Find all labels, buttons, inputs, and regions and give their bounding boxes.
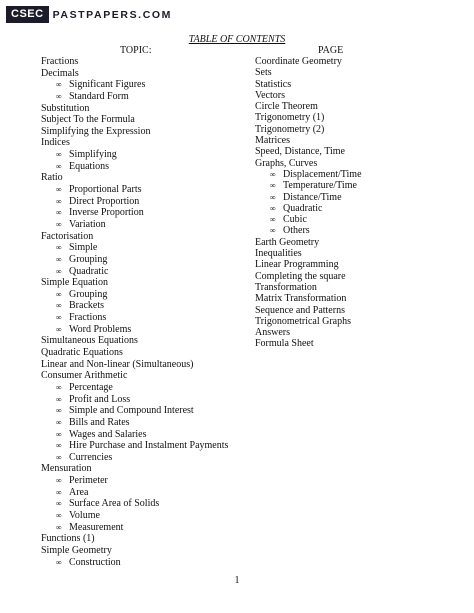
toc-item-label: Trigonometrical Graphs [255, 315, 352, 327]
infinity-bullet-icon: ∞ [56, 452, 62, 462]
toc-left-column [41, 56, 228, 568]
toc-item-label: Indices [41, 137, 70, 149]
infinity-bullet-icon: ∞ [56, 289, 62, 299]
toc-item-label: Significant Figures [69, 79, 146, 91]
infinity-bullet-icon: ∞ [56, 208, 62, 218]
toc-topic [41, 359, 228, 371]
toc-topic [41, 347, 228, 359]
toc-subtopic [41, 266, 228, 278]
page-column-header: PAGE [318, 45, 344, 56]
toc-subtopic [41, 557, 228, 569]
toc-right-column [255, 56, 362, 350]
toc-item-label: Simple and Compound Interest [69, 405, 194, 417]
toc-item-label: Factorisation [41, 230, 94, 242]
toc-subtopic [41, 522, 228, 534]
infinity-bullet-icon: ∞ [56, 161, 62, 171]
toc-subtopic [41, 394, 228, 406]
infinity-bullet-icon: ∞ [270, 169, 276, 179]
toc-topic [41, 370, 228, 382]
toc-item-label: Simplifying [69, 149, 117, 161]
toc-topic [255, 90, 362, 101]
toc-topic [255, 158, 362, 169]
toc-item-label: Simultaneous Equations [41, 335, 138, 347]
infinity-bullet-icon: ∞ [56, 557, 62, 567]
page-number: 1 [234, 575, 240, 586]
toc-item-label: Quadratic Equations [41, 347, 123, 359]
toc-topic [255, 124, 362, 135]
toc-topic [41, 545, 228, 557]
infinity-bullet-icon: ∞ [270, 181, 276, 191]
infinity-bullet-icon: ∞ [56, 91, 62, 101]
toc-item-label: Variation [69, 218, 106, 230]
toc-topic [41, 137, 228, 149]
toc-item-label: Others [283, 225, 310, 237]
toc-topic [255, 259, 362, 270]
toc-item-label: Area [69, 486, 89, 498]
infinity-bullet-icon: ∞ [56, 382, 62, 392]
toc-topic [41, 114, 228, 126]
toc-item-label: Displacement/Time [283, 168, 362, 180]
toc-item-label: Surface Area of Solids [69, 498, 160, 510]
toc-subtopic [255, 169, 362, 180]
toc-subtopic [255, 225, 362, 236]
toc-topic [255, 248, 362, 259]
toc-item-label: Matrix Transformation [255, 293, 347, 305]
toc-item-label: Fractions [41, 56, 79, 67]
toc-item-label: Sets [255, 67, 272, 79]
toc-subtopic [255, 203, 362, 214]
toc-topic [41, 68, 228, 80]
infinity-bullet-icon: ∞ [56, 219, 62, 229]
toc-topic [41, 533, 228, 545]
toc-topic [255, 316, 362, 327]
infinity-bullet-icon: ∞ [56, 522, 62, 532]
toc-subtopic [41, 79, 228, 91]
toc-item-label: Fractions [69, 312, 107, 324]
infinity-bullet-icon: ∞ [56, 301, 62, 311]
toc-subtopic [41, 475, 228, 487]
toc-item-label: Word Problems [69, 323, 132, 335]
logo-box: CSEC [6, 6, 49, 23]
infinity-bullet-icon: ∞ [56, 394, 62, 404]
toc-topic [255, 146, 362, 157]
infinity-bullet-icon: ∞ [56, 499, 62, 509]
infinity-bullet-icon: ∞ [56, 510, 62, 520]
toc-item-label: Brackets [69, 300, 104, 312]
toc-topic [41, 172, 228, 184]
toc-item-label: Standard Form [69, 90, 129, 102]
toc-topic [41, 56, 228, 68]
toc-subtopic [41, 452, 228, 464]
toc-item-label: Wages and Salaries [69, 428, 147, 440]
toc-item-label: Statistics [255, 78, 292, 90]
toc-item-label: Trigonometry (2) [255, 123, 325, 135]
toc-subtopic [41, 219, 228, 231]
toc-topic [255, 56, 362, 67]
infinity-bullet-icon: ∞ [56, 417, 62, 427]
infinity-bullet-icon: ∞ [56, 196, 62, 206]
toc-subtopic [255, 192, 362, 203]
toc-item-label: Grouping [69, 288, 108, 300]
toc-item-label: Mensuration [41, 463, 92, 475]
toc-subtopic [41, 487, 228, 499]
site-logo [6, 6, 172, 23]
toc-item-label: Quadratic [283, 202, 323, 214]
toc-item-label: Functions (1) [41, 533, 95, 545]
toc-subtopic [41, 242, 228, 254]
toc-item-label: Simplifying the Expression [41, 125, 151, 137]
toc-item-label: Cubic [283, 214, 307, 226]
toc-item-label: Perimeter [69, 475, 108, 487]
toc-subtopic [41, 149, 228, 161]
infinity-bullet-icon: ∞ [56, 324, 62, 334]
toc-item-label: Simple Geometry [41, 544, 112, 556]
toc-topic [255, 67, 362, 78]
infinity-bullet-icon: ∞ [270, 192, 276, 202]
toc-item-label: Completing the square [255, 270, 346, 282]
infinity-bullet-icon: ∞ [56, 313, 62, 323]
toc-item-label: Volume [69, 509, 100, 521]
toc-item-label: Direct Proportion [69, 195, 140, 207]
toc-item-label: Inverse Proportion [69, 207, 144, 219]
infinity-bullet-icon: ∞ [56, 406, 62, 416]
toc-subtopic [41, 207, 228, 219]
toc-topic [255, 135, 362, 146]
toc-topic [255, 79, 362, 90]
toc-topic [41, 231, 228, 243]
toc-item-label: Trigonometry (1) [255, 112, 325, 124]
toc-subtopic [41, 498, 228, 510]
toc-item-label: Transformation [255, 281, 317, 293]
infinity-bullet-icon: ∞ [270, 203, 276, 213]
topic-column-header: TOPIC: [120, 45, 152, 56]
toc-subtopic [41, 382, 228, 394]
infinity-bullet-icon: ∞ [270, 226, 276, 236]
toc-item-label: Substitution [41, 102, 90, 114]
toc-item-label: Simple [69, 242, 98, 254]
toc-item-label: Matrices [255, 135, 290, 147]
toc-item-label: Answers [255, 327, 290, 339]
toc-subtopic [41, 417, 228, 429]
toc-item-label: Coordinate Geometry [255, 56, 342, 67]
toc-item-label: Vectors [255, 89, 285, 101]
toc-subtopic [41, 510, 228, 522]
toc-item-label: Subject To the Formula [41, 114, 135, 126]
toc-topic [255, 305, 362, 316]
toc-topic [255, 237, 362, 248]
infinity-bullet-icon: ∞ [56, 80, 62, 90]
infinity-bullet-icon: ∞ [56, 150, 62, 160]
toc-item-label: Circle Theorem [255, 101, 318, 113]
toc-topic [41, 463, 228, 475]
infinity-bullet-icon: ∞ [56, 441, 62, 451]
infinity-bullet-icon: ∞ [56, 266, 62, 276]
toc-item-label: Currencies [69, 451, 113, 463]
toc-topic [41, 103, 228, 115]
toc-item-label: Bills and Rates [69, 416, 130, 428]
toc-item-label: Percentage [69, 381, 113, 393]
toc-item-label: Formula Sheet [255, 338, 314, 350]
toc-topic [255, 338, 362, 349]
toc-topic [41, 277, 228, 289]
toc-item-label: Construction [69, 556, 121, 568]
toc-topic [255, 293, 362, 304]
toc-subtopic [41, 254, 228, 266]
toc-topic [255, 112, 362, 123]
toc-subtopic [255, 214, 362, 225]
toc-item-label: Measurement [69, 521, 124, 533]
logo-text: PASTPAPERS.COM [52, 8, 173, 21]
toc-item-label: Grouping [69, 253, 108, 265]
toc-item-label: Decimals [41, 67, 79, 79]
toc-item-label: Linear Programming [255, 259, 339, 271]
toc-item-label: Equations [69, 160, 109, 172]
toc-item-label: Distance/Time [283, 191, 342, 203]
toc-item-label: Consumer Arithmetic [41, 370, 128, 382]
toc-item-label: Quadratic [69, 265, 109, 277]
toc-item-label: Graphs, Curves [255, 157, 318, 169]
toc-item-label: Sequence and Patterns [255, 304, 345, 316]
toc-topic [255, 327, 362, 338]
toc-item-label: Hire Purchase and Instalment Payments [69, 440, 229, 452]
toc-item-label: Temperature/Time [283, 180, 357, 192]
toc-item-label: Speed, Distance, Time [255, 146, 345, 158]
document-title: TABLE OF CONTENTS [188, 34, 286, 45]
toc-item-label: Earth Geometry [255, 236, 320, 248]
toc-item-label: Profit and Loss [69, 393, 131, 405]
toc-topic [255, 282, 362, 293]
toc-topic [255, 271, 362, 282]
toc-subtopic [41, 440, 228, 452]
toc-topic [41, 335, 228, 347]
toc-subtopic [255, 180, 362, 191]
toc-item-label: Simple Equation [41, 277, 108, 289]
infinity-bullet-icon: ∞ [56, 476, 62, 486]
toc-subtopic [41, 184, 228, 196]
toc-topic [41, 126, 228, 138]
toc-subtopic [41, 161, 228, 173]
toc-item-label: Linear and Non-linear (Simultaneous) [41, 358, 194, 370]
infinity-bullet-icon: ∞ [56, 185, 62, 195]
toc-subtopic [41, 324, 228, 336]
toc-subtopic [41, 289, 228, 301]
toc-subtopic [41, 429, 228, 441]
toc-item-label: Ratio [41, 172, 63, 184]
toc-subtopic [41, 405, 228, 417]
infinity-bullet-icon: ∞ [270, 215, 276, 225]
toc-topic [255, 101, 362, 112]
infinity-bullet-icon: ∞ [56, 429, 62, 439]
toc-subtopic [41, 300, 228, 312]
infinity-bullet-icon: ∞ [56, 243, 62, 253]
toc-subtopic [41, 196, 228, 208]
infinity-bullet-icon: ∞ [56, 254, 62, 264]
toc-item-label: Inequalities [255, 248, 302, 260]
toc-item-label: Proportional Parts [69, 184, 142, 196]
infinity-bullet-icon: ∞ [56, 487, 62, 497]
toc-subtopic [41, 91, 228, 103]
toc-subtopic [41, 312, 228, 324]
